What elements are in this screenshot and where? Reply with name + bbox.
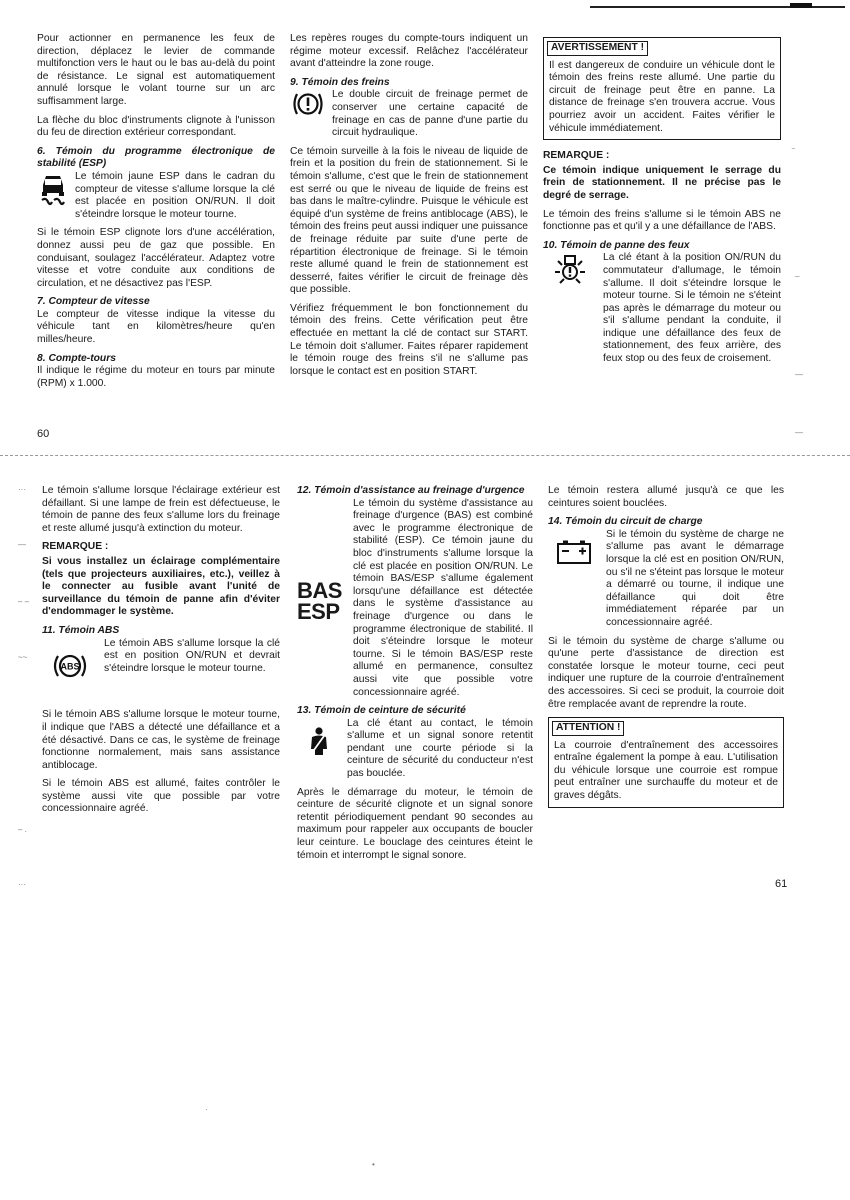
paragraph: Le compteur de vitesse indique la vitesse du véhicule tant en kilomètres/heure qu'en milles/heure.	[37, 308, 275, 346]
charging-item	[548, 529, 784, 636]
section-title-bas: 12. Témoin d'assistance au freinage d'urgence	[297, 485, 525, 496]
section-title-tachometer: 8. Compte-tours	[37, 352, 116, 364]
paragraph: Le témoin jaune ESP dans le cadran du compteur de vitesse s'allume lorsque la clé est placée en position ON/RUN. Il doit s'éteindre lorsque le moteur tourne.	[75, 170, 275, 220]
attention-box	[548, 717, 784, 808]
paragraph: Le témoin du système d'assistance au freinage d'urgence (BAS) est combiné avec le programme électronique de stabilité (ESP). Ce témoin jaune du bloc d'instruments s'allume lorsque la clé est placée en position ON/RUN. Le témoin BAS/ESP s'allume également lorsqu'une défaillance est détectée dans le système d'assistance au freinage d'urgence ou dans le programme électronique de stabilité. Il doit s'éteindre lorsque le moteur tourne. Si le témoin BAS/ESP reste allumé en permanence, consultez aussi vite que possible votre concessionnaire agréé.	[353, 497, 533, 698]
paragraph: Le témoin des freins s'allume si le témoin ABS ne fonctionne pas et qu'il y a une défaillance de l'ABS.	[543, 208, 781, 233]
margin-mark: —	[795, 428, 803, 437]
battery-icon	[548, 529, 600, 636]
paragraph: Si le témoin du système de charge ne s'allume pas avant le démarrage lorsque la clé est en position ON/RUN, ou s'il ne s'éteint pas lorsque le moteur a démarré ou tourne, il indique une défaillance qui doit être immédiatement réparée par un concessionnaire agréé.	[606, 528, 784, 628]
section-title-esp: 6. Témoin du programme électronique de stabilité (ESP)	[37, 145, 275, 170]
margin-mark: – .	[18, 825, 27, 834]
paragraph: Après le démarrage du moteur, le témoin de ceinture de sécurité clignote et un signal sonore retentit périodiquement pendant 90 secondes au maximum pour rappeler aux occupants de boucler leur ceinture. Le bouclage des ceintures éteint le témoin et interrompt le signal sonore.	[297, 786, 533, 861]
esp-label: ESP	[297, 599, 340, 625]
remark-text: Ce témoin indique uniquement le serrage du frein de stationnement. Il ne précise pas le degré de serrage.	[543, 164, 781, 201]
brakes-item	[290, 89, 528, 145]
esp-item	[37, 171, 275, 227]
paragraph: La flèche du bloc d'instruments clignote à l'unisson du feu de direction extérieur correspondant.	[37, 114, 275, 139]
top-edge-tab	[790, 3, 812, 8]
bas-label: BAS	[297, 578, 342, 604]
bas-esp-item	[297, 498, 533, 706]
abs-icon-label: ABS	[60, 661, 80, 672]
paragraph: Le témoin restera allumé jusqu'à ce que les ceintures soient bouclées.	[548, 485, 784, 509]
abs-warning-icon	[42, 638, 98, 682]
section-title-abs: 11. Témoin ABS	[42, 624, 120, 636]
paragraph: Le témoin s'allume lorsque l'éclairage extérieur est défaillant. Si une lampe de frein est défectueuse, le témoin de panne des feux s'allume lors du freinage et reste allumé jusqu'à extinction du moteur.	[42, 485, 280, 534]
attention-title: ATTENTION !	[552, 721, 624, 736]
margin-mark: —	[18, 540, 26, 549]
margin-dot: •	[372, 1160, 375, 1169]
paragraph: Si le témoin du système de charge s'allume ou qu'une perte d'assistance de direction est constatée lorsque le moteur tourne, ceci peut indiquer une rupture de la courroie d'entraînement des accessoires. Si ceci se produit, la courroie doit être remplacée avant de reprendre la route.	[548, 635, 784, 710]
section-title-charging: 14. Témoin du circuit de charge	[548, 516, 703, 528]
paragraph: Vérifiez fréquemment le bon fonctionnement du témoin des freins. Cette vérification peut être effectuée en mettant la clé de contact sur START. Le témoin doit s'allumer. Faites réparer rapidement le témoin rouge des freins s'il ne s'allume pas lorsque le contact est en position START.	[290, 302, 528, 377]
bulb-failure-icon	[543, 252, 597, 371]
paragraph: Il indique le régime du moteur en tours par minute (RPM) x 1.000.	[37, 365, 275, 389]
remark-text: Si vous installez un éclairage complémentaire (tels que projecteurs auxiliaires, etc.), veillez à le connecter au fusible avant l'unité de surveillance du témoin de panne afin d'éviter d'endommager le système.	[42, 555, 280, 618]
margin-mark: ···	[18, 880, 26, 889]
page61-column-2	[297, 485, 533, 868]
warning-text: Il est dangereux de conduire un véhicule dont le témoin des freins reste allumé. Une partie du circuit de freinage peut être en panne. La distance de freinage s'en trouvera accrue. Vous pourriez avoir un accident. Faites vérifier le véhicule immédiatement.	[549, 59, 775, 134]
paragraph: Ce témoin surveille à la fois le niveau de liquide de frein et la position du frein de stationnement. Si le témoin s'allume, c'est que le frein de stationnement est serré ou que le niveau de liquide de freins est bas dans le maître-cylindre. Puisque le véhicule est équipé d'un système de freins antiblocage (ABS), le témoin des freins peut aussi indiquer une puissance de freinage réduite par suite d'une perte de répartition électronique de freinage. Si le témoin reste allumé quand le frein de stationnement est desserré, faites vérifier le circuit de freinage dès que possible.	[290, 145, 528, 296]
remark-title: REMARQUE :	[543, 150, 610, 162]
page-number-61: 61	[775, 878, 788, 890]
page60-column-1	[37, 33, 275, 396]
paragraph: Si le témoin ABS s'allume lorsque le moteur tourne, il indique que l'ABS a détecté une défaillance et a été désactivé. Dans ce cas, le système de freinage fonctionne normalement, mais sans assistance antiblocage.	[42, 709, 280, 771]
seatbelt-icon	[297, 718, 341, 787]
warning-box	[543, 37, 781, 140]
page61-column-3	[548, 485, 784, 818]
paragraph: La clé étant à la position ON/RUN du commutateur d'allumage, le témoin s'allume. Il doit s'éteindre lorsque le moteur tourne. Si le témoin ne s'éteint pas après le démarrage du moteur ou s'il s'allume pendant la conduite, il indique une défaillance des feux de stationnement, des feux arrière, des feux stop ou des feux de croisement.	[603, 252, 781, 365]
paragraph: La clé étant au contact, le témoin s'allume et un signal sonore retentit pendant une courte période si la ceinture de sécurité du conducteur n'est pas bouclée.	[347, 717, 533, 780]
paragraph: Le témoin ABS s'allume lorsque la clé est en position ON/RUN et devrait s'éteindre lorsque le moteur tourne.	[104, 637, 280, 674]
page-number-60: 60	[37, 428, 50, 440]
brake-warning-icon	[290, 89, 326, 145]
warning-title: AVERTISSEMENT !	[547, 41, 648, 56]
page61-column-1	[42, 485, 280, 822]
section-title-seatbelt: 13. Témoin de ceinture de sécurité	[297, 705, 466, 717]
margin-mark: _	[795, 268, 800, 277]
margin-mark: – –	[18, 597, 30, 606]
paragraph: Les repères rouges du compte-tours indiquent un régime moteur excessif. Relâchez l'accélérateur avant d'atteindre la zone rouge.	[290, 33, 528, 70]
margin-mark: —	[795, 370, 803, 379]
abs-item	[42, 638, 280, 682]
margin-mark: ~~	[18, 653, 28, 662]
paragraph: Pour actionner en permanence les feux de direction, déplacez le levier de commande multifonction vers le haut ou le bas au-delà du point de résistance. Le signal est automatiquement annulé lorsque le volant tourne sur un arc suffisamment large.	[37, 33, 275, 107]
section-title-brakes: 9. Témoin des freins	[290, 76, 390, 88]
remark-title: REMARQUE :	[42, 541, 109, 553]
section-title-lamp-failure: 10. Témoin de panne des feux	[543, 239, 690, 251]
page60-column-3	[543, 37, 781, 372]
lamp-failure-item	[543, 252, 781, 371]
page60-column-2	[290, 33, 528, 384]
paragraph: Le double circuit de freinage permet de conserver une certaine capacité de freinage en cas de panne d'une partie du circuit hydraulique.	[332, 89, 528, 139]
paragraph: Si le témoin ABS est allumé, faites contrôler le système aussi vite que possible par votre concessionnaire agréé.	[42, 778, 280, 815]
attention-text: La courroie d'entraînement des accessoires entraîne également la pompe à eau. L'utilisation du véhicule lorsque une courroie est rompue peut entraîner une surchauffe du moteur et de graves dégâts.	[554, 739, 778, 802]
esp-car-skid-icon	[37, 171, 69, 227]
section-title-speedometer: 7. Compteur de vitesse	[37, 296, 150, 308]
margin-dot: ·	[205, 1105, 208, 1114]
seatbelt-item	[297, 718, 533, 787]
page-separator	[0, 455, 850, 456]
margin-mark: ···	[18, 485, 26, 494]
paragraph: Si le témoin ESP clignote lors d'une accélération, donnez aussi peu de gaz que possible. En conduisant, soulagez l'accélérateur. Adaptez votre vitesse et votre conduite aux conditions de circulation, et ne désactivez pas l'ESP.	[37, 227, 275, 289]
bas-esp-icon	[297, 498, 347, 706]
margin-mark: ‾	[792, 148, 795, 157]
